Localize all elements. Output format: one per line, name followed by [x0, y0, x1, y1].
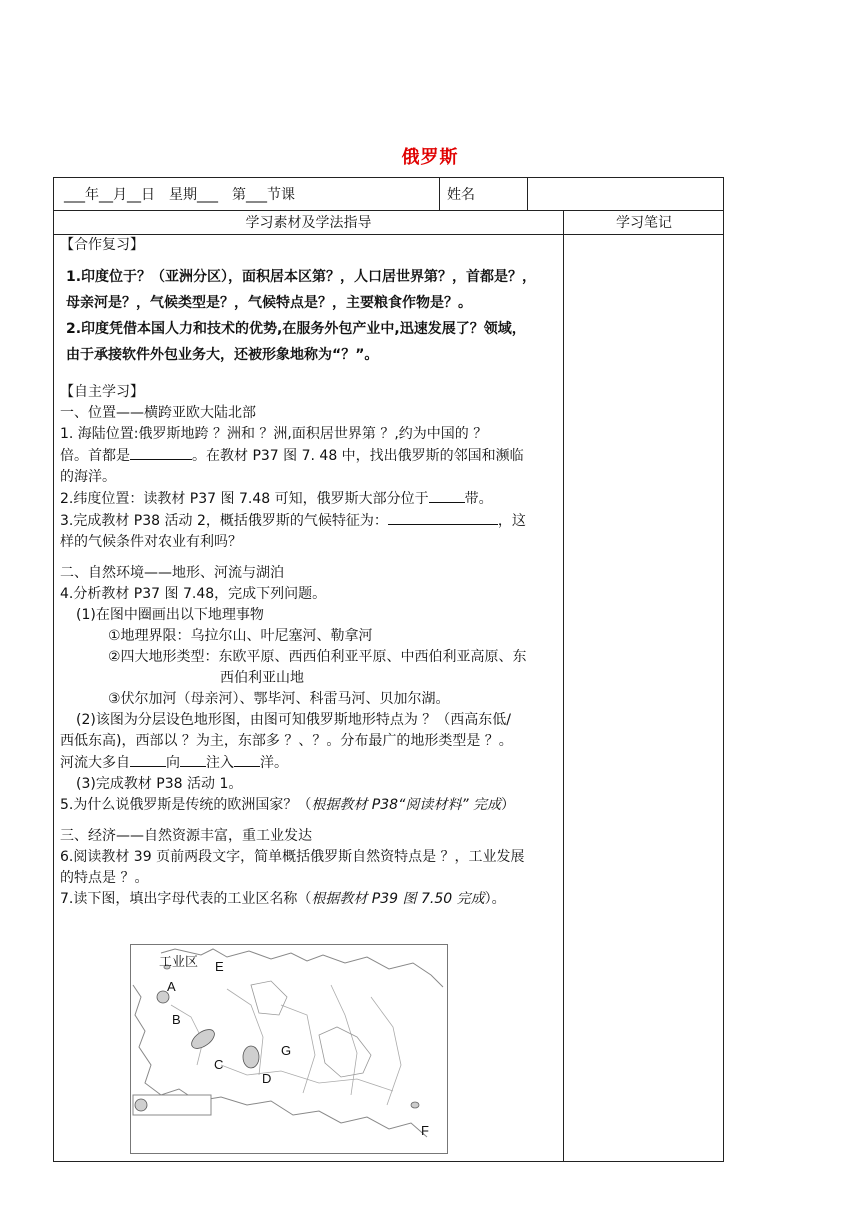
- map-label-a: A: [167, 979, 176, 994]
- name-label: 姓名: [447, 187, 475, 203]
- map-label-c: C: [214, 1057, 224, 1072]
- question-5: 5.为什么说俄罗斯是传统的欧洲国家？（根据教材 P38“阅读材料” 完成）: [60, 797, 516, 813]
- question-4-item1: ①地理界限：乌拉尔山、叶尼塞河、勒拿河: [108, 628, 373, 644]
- worksheet-table: [53, 177, 724, 1162]
- study-content: [60, 235, 560, 910]
- map-label-g: G: [281, 1043, 292, 1058]
- question-3: 3.完成教材 P38 活动 2，概括俄罗斯的气候特征为： ，这: [60, 510, 560, 532]
- review-q2: 2.印度凭借本国人力和技术的优势,在服务外包产业中,迅速发展了？领域，: [66, 321, 526, 337]
- question-6-cont: 的特点是 ？。: [60, 870, 149, 886]
- map-label-e: E: [215, 959, 224, 974]
- date-line: ___年__月__日 星期___ 第___节课: [64, 187, 295, 203]
- question-1-end: 的海洋。: [60, 469, 116, 485]
- question-2: 2.纬度位置：读教材 P37 图 7.48 可知，俄罗斯大部分位于 带。: [60, 488, 560, 510]
- question-4-part2: (2)该图为分层设色地形图，由图可知俄罗斯地形特点为 ？（西高东低/: [76, 712, 511, 728]
- answer-blank[interactable]: [388, 510, 498, 525]
- question-4-part1: (1)在图中圈画出以下地理事物: [76, 607, 264, 623]
- question-1-cont: 倍。首都是 。在教材 P37 图 7. 48 中，找出俄罗斯的邻国和濒临: [60, 445, 560, 467]
- answer-blank[interactable]: [130, 752, 166, 767]
- section-3-title: 三、经济——自然资源丰富，重工业发达: [60, 828, 312, 844]
- region-d-marker: [243, 1046, 259, 1068]
- col-divider: [563, 210, 564, 1161]
- left-column-header: 学习素材及学法指导: [245, 215, 372, 231]
- answer-blank[interactable]: [429, 488, 465, 503]
- review-q2b: 由于承接软件外包业务大，还被形象地称为“？”。: [66, 347, 379, 363]
- review-q1b: 母亲河是？，气候类型是？，气候特点是？，主要粮食作物是？。: [66, 295, 472, 311]
- question-4-item2: ②四大地形类型：东欧平原、西西伯利亚平原、中西伯利亚高原、东: [108, 649, 527, 665]
- region-f-marker: [411, 1102, 419, 1108]
- question-4-item2-cont: 西伯利亚山地: [220, 670, 304, 686]
- legend-swatch-icon: [135, 1099, 147, 1111]
- question-4-part3: (3)完成教材 P38 活动 1。: [76, 776, 243, 792]
- section-1-title: 一、位置——横跨亚欧大陆北部: [60, 405, 256, 421]
- region-c-marker: [188, 1026, 217, 1052]
- question-7: 7.读下图，填出字母代表的工业区名称（根据教材 P39 图 7.50 完成）。: [60, 891, 506, 907]
- map-label-d: D: [262, 1071, 272, 1086]
- page-title: 俄罗斯: [401, 147, 459, 168]
- review-q1: 1.印度位于？（亚洲分区），面积居本区第？，人口居世界第？，首都是？，: [66, 269, 537, 285]
- industrial-region-map: [130, 944, 448, 1154]
- map-label-f: F: [421, 1123, 429, 1138]
- section-2-title: 二、自然环境——地形、河流与湖泊: [60, 565, 284, 581]
- review-heading: 【合作复习】: [60, 237, 144, 253]
- question-4-part2-cont: 西低东高)，西部以 ？为主，东部多 ？、？。分布最广的地形类型是 ？。: [60, 733, 513, 749]
- question-4-item3: ③伏尔加河（母亲河）、鄂毕河、科雷马河、贝加尔湖。: [108, 691, 450, 707]
- review-block: [66, 264, 560, 368]
- row-divider: [54, 210, 723, 211]
- col-divider: [439, 178, 440, 210]
- answer-blank[interactable]: [130, 445, 192, 460]
- question-4-part2-rivers: 河流大多自 向 注入 洋。: [60, 752, 560, 774]
- question-6: 6.阅读教材 39 页前两段文字，简单概括俄罗斯自然资特点是 ？，工业发展: [60, 849, 525, 865]
- right-column-header: 学习笔记: [616, 215, 672, 231]
- col-divider: [527, 178, 528, 210]
- map-title: 工业区: [159, 954, 199, 969]
- answer-blank[interactable]: [180, 752, 206, 767]
- question-4: 4.分析教材 P37 图 7.48，完成下列问题。: [60, 586, 327, 602]
- map-label-b: B: [172, 1012, 181, 1027]
- question-1: 1. 海陆位置:俄罗斯地跨 ？洲和 ？洲,面积居世界第 ？,约为中国的 ？: [60, 426, 488, 442]
- question-3-cont: 样的气候条件对农业有利吗？: [60, 534, 242, 550]
- self-study-heading: 【自主学习】: [60, 384, 144, 400]
- answer-blank[interactable]: [234, 752, 260, 767]
